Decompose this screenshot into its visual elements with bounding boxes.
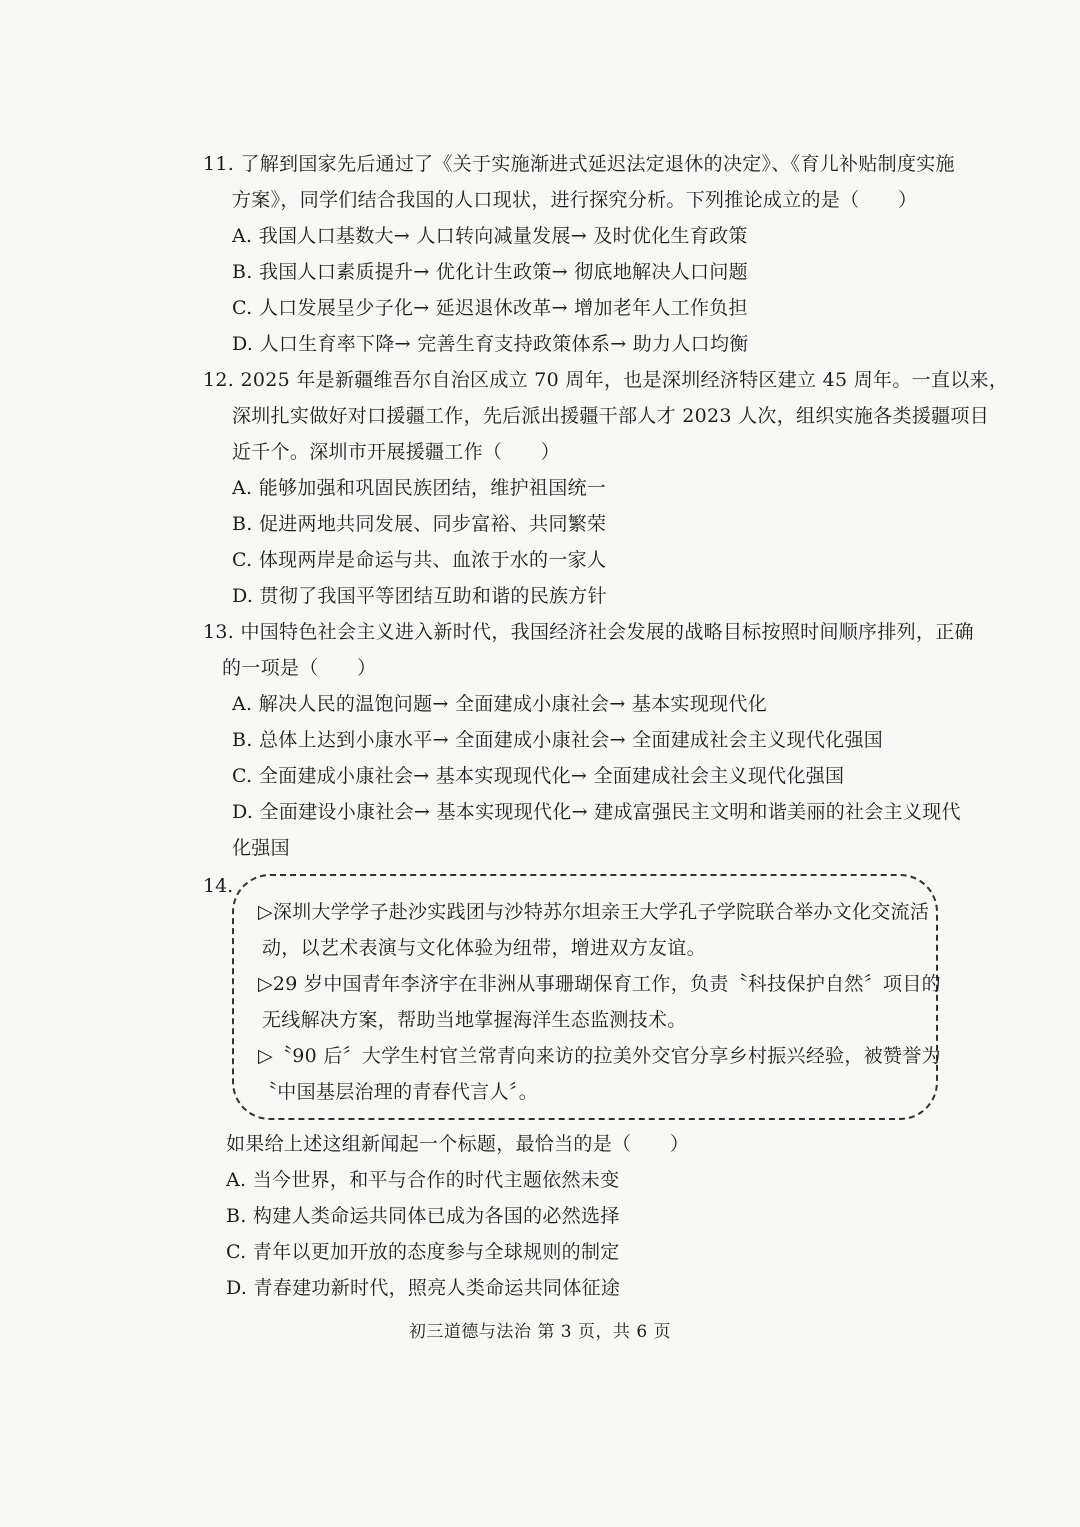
question-12-stem-line-2: 深圳扎实做好对口援疆工作，先后派出援疆干部人才 2023 人次，组织实施各类援疆项目 [232,405,990,427]
question-13-option-c: C. 全面建成小康社会→ 基本实现现代化→ 全面建成社会主义现代化强国 [232,765,845,787]
question-12-stem-line-1: 12. 2025 年是新疆维吾尔自治区成立 70 周年，也是深圳经济特区建立 45 周年。一直以来， [203,369,1009,391]
question-13-option-d-continued: 化强国 [232,837,290,859]
question-13-stem-line-2: 的一项是（ ） [222,657,377,679]
question-14-stem: 如果给上述这组新闻起一个标题，最恰当的是（ ） [226,1133,690,1155]
question-13-option-d: D. 全面建设小康社会→ 基本实现现代化→ 建成富强民主文明和谐美丽的社会主义现代 [232,801,961,823]
question-12-option-d: D. 贯彻了我国平等团结互助和谐的民族方针 [232,585,607,607]
question-14-option-b: B. 构建人类命运共同体已成为各国的必然选择 [226,1205,620,1227]
news-box-line-6: 〝中国基层治理的青春代言人〞。 [258,1081,539,1103]
question-14-option-c: C. 青年以更加开放的态度参与全球规则的制定 [226,1241,620,1263]
question-12-option-b: B. 促进两地共同发展、同步富裕、共同繁荣 [232,513,607,535]
question-11-stem-line-1: 11. 了解到国家先后通过了《关于实施渐进式延迟法定退休的决定》、《育儿补贴制度实施 [203,153,955,175]
news-box-line-1: ▷深圳大学学子赴沙实践团与沙特苏尔坦亲王大学孔子学院联合举办文化交流活 [258,901,930,923]
question-11-stem-line-2: 方案》，同学们结合我国的人口现状，进行探究分析。下列推论成立的是（ ） [232,189,918,211]
question-12-stem-line-3: 近千个。深圳市开展援疆工作（ ） [232,441,561,463]
question-13-stem-line-1: 13. 中国特色社会主义进入新时代，我国经济社会发展的战略目标按照时间顺序排列，正确 [203,621,974,643]
question-13-option-b: B. 总体上达到小康水平→ 全面建成小康社会→ 全面建成社会主义现代化强国 [232,729,884,751]
question-12-option-a: A. 能够加强和巩固民族团结，维护祖国统一 [232,477,607,499]
question-14-option-a: A. 当今世界，和平与合作的时代主题依然未变 [226,1169,620,1191]
question-14-number: 14. [203,875,234,897]
question-13-option-a: A. 解决人民的温饱问题→ 全面建成小康社会→ 基本实现现代化 [232,693,768,715]
question-11-option-b: B. 我国人口素质提升→ 优化计生政策→ 彻底地解决人口问题 [232,261,748,283]
news-box-line-3: ▷29 岁中国青年李济宇在非洲从事珊瑚保育工作，负责〝科技保护自然〞项目的 [258,973,941,995]
question-11-option-c: C. 人口发展呈少子化→ 延迟退休改革→ 增加老年人工作负担 [232,297,748,319]
question-12-option-c: C. 体现两岸是命运与共、血浓于水的一家人 [232,549,607,571]
news-box-line-2: 动，以艺术表演与文化体验为纽带，增进双方友谊。 [262,937,706,959]
question-11-option-a: A. 我国人口基数大→ 人口转向减量发展→ 及时优化生育政策 [232,225,748,247]
page-footer: 初三道德与法治 第 3 页，共 6 页 [408,1322,672,1342]
news-box-line-5: ▷〝90 后〞大学生村官兰常青向来访的拉美外交官分享乡村振兴经验，被赞誉为 [258,1045,941,1067]
question-11-option-d: D. 人口生育率下降→ 完善生育支持政策体系→ 助力人口均衡 [232,333,749,355]
news-box-line-4: 无线解决方案，帮助当地掌握海洋生态监测技术。 [262,1009,687,1031]
question-14-option-d: D. 青春建功新时代，照亮人类命运共同体征途 [226,1277,621,1299]
